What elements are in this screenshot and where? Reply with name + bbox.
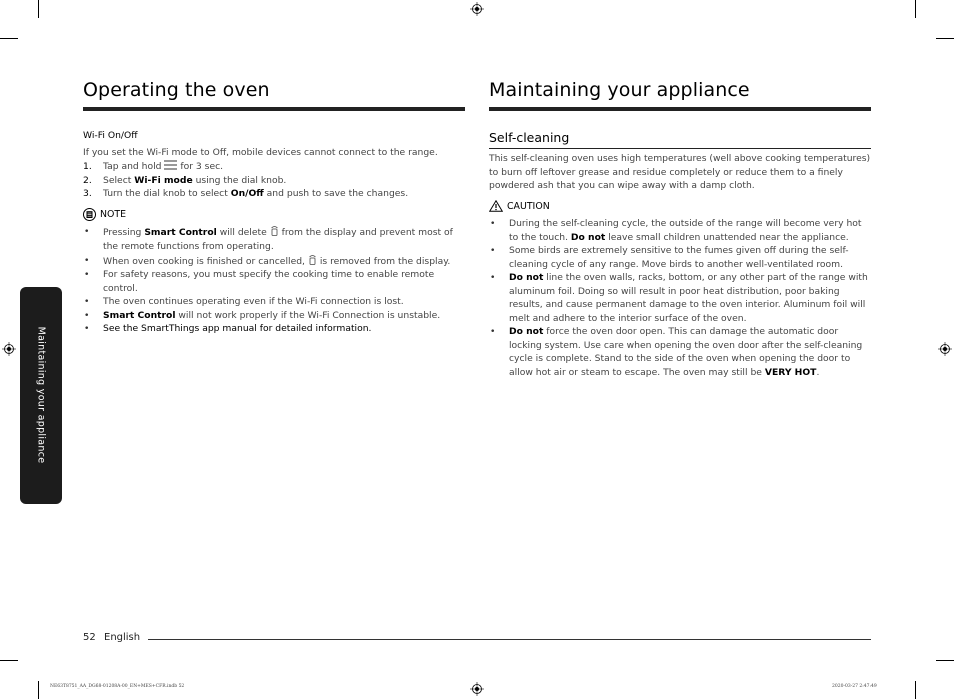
registration-mark-icon [470, 2, 484, 16]
step-number: 2. [83, 174, 92, 186]
smart-control-icon [308, 254, 317, 265]
note-label: NOTE [100, 209, 127, 220]
caution-list [489, 217, 871, 379]
note-bold-text: Smart Control [103, 309, 176, 321]
self-cleaning-subheading: Self-cleaning [489, 130, 570, 145]
note-text: will not work properly if the Wi-Fi Connection is unstable. [175, 309, 441, 321]
caution-item [489, 217, 871, 244]
step-item [83, 174, 465, 188]
crop-mark [38, 681, 39, 699]
right-title-rule [489, 107, 871, 111]
note-icon [83, 208, 96, 221]
note-item [83, 268, 467, 295]
caution-bold-text: Do not [570, 231, 606, 243]
note-item [83, 322, 467, 336]
print-file-name: NE63T8751_AA_DG68-01208A-00_EN+MES+CFR.indb 52 [50, 684, 185, 689]
note-text: When oven cooking is finished or cancelled, [103, 255, 308, 267]
right-section-title: Maintaining your appliance [489, 79, 750, 101]
note-text: from the display and prevent most of the remote functions from operating. [103, 227, 453, 252]
note-item [83, 254, 467, 269]
registration-mark-icon [470, 682, 484, 696]
caution-text: line the oven walls, racks, bottom, or any other part of the range with aluminum foil. Doing so will result in poor heat distribution, poor baking results, and cause permanent damage to the oven interior. Aluminum foil will melt and adhere to the interior surface of the oven. [509, 272, 868, 324]
note-text: See the SmartThings app manual for detailed information. [103, 323, 372, 334]
caution-item [489, 271, 871, 325]
left-section-title: Operating the oven [83, 79, 270, 101]
wifi-intro: If you set the Wi-Fi mode to Off, mobile devices cannot connect to the range. [83, 147, 438, 158]
crop-mark [936, 660, 954, 661]
page-number: 52 [83, 632, 96, 643]
note-item [83, 309, 467, 323]
self-cleaning-intro: This self-cleaning oven uses high temperatures (well above cooking temperatures) to burn off leftover grease and residue completely or reduce them to a finely powdered ash that you can wipe away with a damp cloth. [489, 153, 871, 191]
side-chapter-tab [20, 287, 62, 504]
note-text: Pressing [103, 227, 145, 238]
note-text: The oven continues operating even if the Wi-Fi connection is lost. [103, 296, 404, 307]
note-item [83, 295, 467, 309]
left-title-rule [83, 107, 465, 111]
smart-control-icon [270, 225, 279, 236]
crop-mark [936, 38, 954, 39]
caution-text: Some birds are extremely sensitive to the fumes given off during the self-cleaning cycle of any range. Move birds to another well-ventilated room. [509, 245, 849, 270]
step-item [83, 187, 465, 201]
registration-mark-icon [938, 342, 952, 356]
footer-language: English [104, 632, 141, 643]
note-item [83, 225, 467, 253]
footer-rule [148, 639, 871, 640]
step-text: for 3 sec. [177, 161, 224, 172]
step-bold-text: On/Off [230, 188, 264, 199]
step-text: Select [103, 174, 135, 186]
crop-mark [915, 0, 916, 18]
caution-item [489, 244, 871, 271]
crop-mark [38, 0, 39, 18]
caution-text: force the oven door open. This can damage the automatic door locking system. Use care when opening the oven door after the self-cleaning cycle is complete. Stand to the side of the oven when opening the door to allow hot air or steam to escape. The oven may still be [509, 326, 863, 378]
wifi-steps [83, 160, 465, 201]
step-bold-text: Wi-Fi mode [134, 174, 193, 186]
side-tab-label: Maintaining your appliance [35, 326, 47, 464]
caution-label: CAUTION [507, 200, 550, 212]
note-text: is removed from the display. [316, 255, 451, 267]
print-timestamp: 2020-03-27 2:47:49 [832, 684, 877, 689]
step-text: and push to save the changes. [263, 188, 409, 199]
caution-text: . [816, 366, 820, 378]
note-list [83, 225, 467, 336]
note-text: will delete [216, 227, 270, 238]
subheading-rule [489, 148, 871, 149]
step-item [83, 160, 465, 174]
wifi-subheading: Wi-Fi On/Off [83, 130, 138, 141]
note-text: For safety reasons, you must specify the cooking time to enable remote control. [103, 269, 435, 294]
caution-label-row [489, 200, 550, 212]
caution-text: During the self-cleaning cycle, the outside of the range will become very hot to the touch. [509, 218, 862, 243]
step-text: Tap and hold [103, 161, 165, 172]
caution-text: leave small children unattended near the appliance. [605, 231, 849, 243]
caution-bold-text: VERY HOT [764, 366, 817, 378]
step-text: using the dial knob. [192, 174, 287, 186]
crop-mark [0, 660, 18, 661]
step-number: 3. [83, 188, 92, 199]
note-bold-text: Smart Control [144, 227, 217, 238]
step-text: Turn the dial knob to select [103, 188, 231, 199]
caution-item [489, 325, 871, 379]
registration-mark-icon [2, 342, 16, 356]
crop-mark [915, 681, 916, 699]
step-number: 1. [83, 161, 92, 172]
menu-lines-icon [164, 160, 177, 170]
caution-bold-text: Do not [509, 272, 544, 283]
caution-bold-text: Do not [509, 326, 544, 337]
warning-triangle-icon [489, 200, 503, 212]
note-label-row [83, 208, 126, 221]
crop-mark [0, 38, 18, 39]
